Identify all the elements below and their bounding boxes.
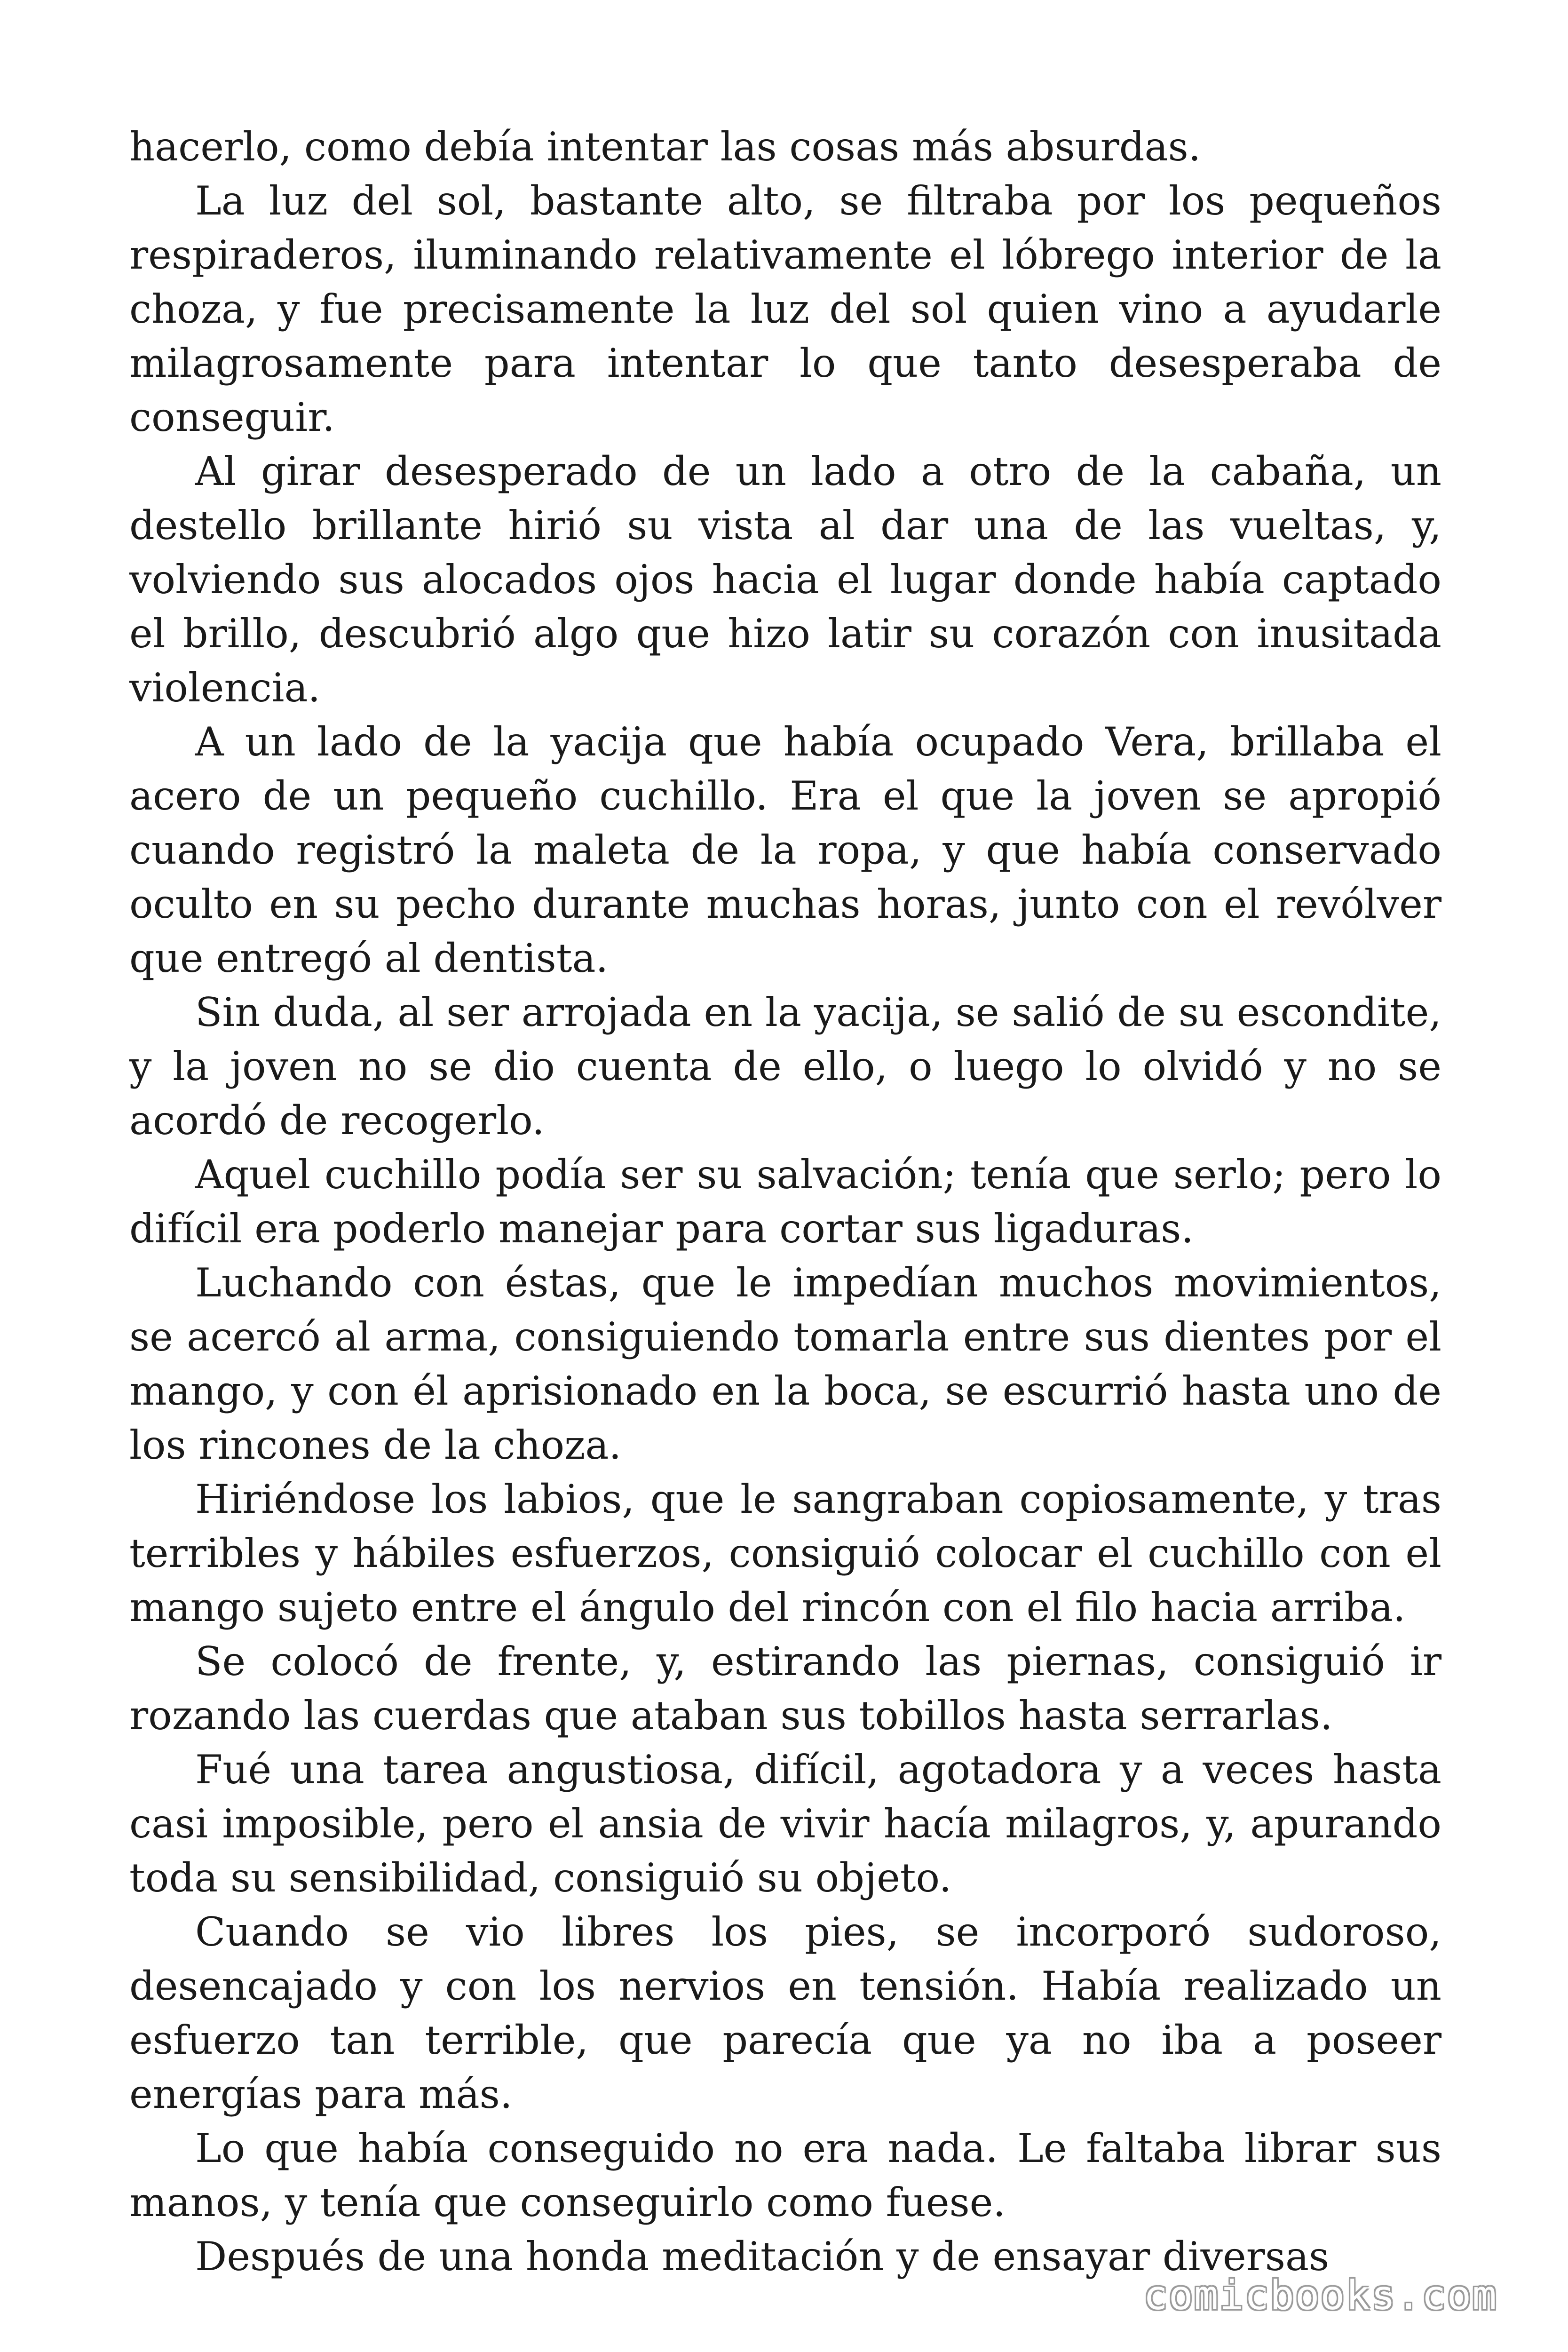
paragraph-7: Luchando con éstas, que le impedían muchos movimientos, se acercó al arma, consiguiendo tomarla entre sus dientes por el mango, y con él aprisionado en la boca, se escurrió hasta uno de los rincones de la choza.	[129, 1260, 1441, 1468]
paragraph-13: Después de una honda meditación y de ensayar diversas	[195, 2233, 1330, 2280]
paragraph-2: La luz del sol, bastante alto, se filtraba por los pequeños respiraderos, iluminando relativamente el lóbrego interior de la choza, y fue precisamente la luz del sol quien vino a ayudarle milagrosamente para intentar lo que tanto desesperaba de conseguir.	[129, 178, 1441, 440]
paragraph-5: Sin duda, al ser arrojada en la yacija, se salió de su escondite, y la joven no se dio cuenta de ello, o luego lo olvidó y no se acordó de recogerlo.	[129, 989, 1441, 1144]
paragraph-8: Hiriéndose los labios, que le sangraban copiosamente, y tras terribles y hábiles esfuerzos, consiguió colocar el cuchillo con el mango sujeto entre el ángulo del rincón con el filo hacia arriba.	[129, 1476, 1441, 1630]
paragraph-12: Lo que había conseguido no era nada. Le faltaba librar sus manos, y tenía que conseguirlo como fuese.	[129, 2125, 1441, 2225]
paragraph-6: Aquel cuchillo podía ser su salvación; tenía que serlo; pero lo difícil era poderlo manejar para cortar sus ligaduras.	[129, 1152, 1441, 1252]
paragraph-10: Fué una tarea angustiosa, difícil, agotadora y a veces hasta casi imposible, pero el ansia de vivir hacía milagros, y, apurando toda su sensibilidad, consiguió su objeto.	[129, 1747, 1441, 1901]
paragraph-1: hacerlo, como debía intentar las cosas más absurdas.	[129, 124, 1201, 170]
body-text	[129, 120, 1441, 2284]
watermark: comicbooks.com	[1143, 2272, 1497, 2319]
paragraph-9: Se colocó de frente, y, estirando las piernas, consiguió ir rozando las cuerdas que ataban sus tobillos hasta serrarlas.	[129, 1638, 1441, 1739]
paragraph-4: A un lado de la yacija que había ocupado Vera, brillaba el acero de un pequeño cuchillo. Era el que la joven se apropió cuando registró la maleta de la ropa, y que había conservado oculto en su pecho durante muchas horas, junto con el revólver que entregó al dentista.	[129, 719, 1441, 981]
paragraph-11: Cuando se vio libres los pies, se incorporó sudoroso, desencajado y con los nervios en tensión. Había realizado un esfuerzo tan terrible, que parecía que ya no iba a poseer energías para más.	[129, 1909, 1441, 2117]
paragraph-3: Al girar desesperado de un lado a otro de la cabaña, un destello brillante hirió su vista al dar una de las vueltas, y, volviendo sus alocados ojos hacia el lugar donde había captado el brillo, descubrió algo que hizo latir su corazón con inusitada violencia.	[129, 448, 1441, 711]
